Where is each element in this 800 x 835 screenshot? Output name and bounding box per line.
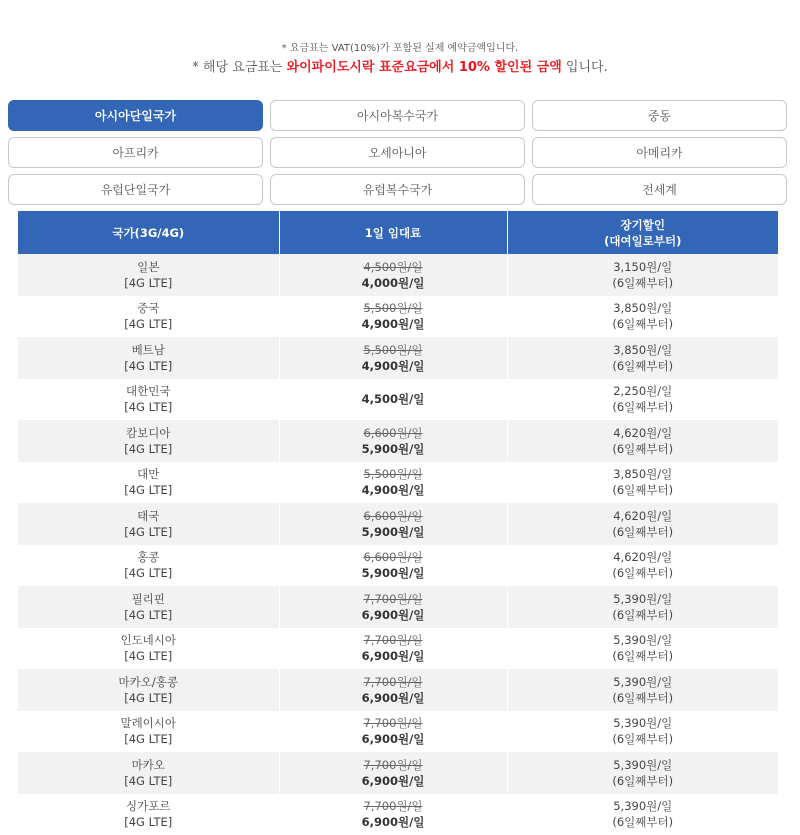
long-term-price: 5,390원/일	[613, 799, 673, 814]
table-row	[18, 545, 778, 587]
network-type: [4G LTE]	[124, 815, 173, 830]
region-tab[interactable]: 아시아단일국가	[8, 100, 263, 131]
original-price: 5,500원/일	[363, 342, 423, 357]
region-tab[interactable]: 아프리카	[8, 137, 263, 168]
table-body	[18, 254, 778, 835]
sale-price: 6,900원/일	[361, 732, 425, 747]
discount-notice-highlight: 와이파이도시락 표준요금에서 10% 할인된 금액	[286, 60, 562, 75]
long-term-condition: (6일째부터)	[612, 483, 674, 498]
long-term-cell	[507, 337, 778, 379]
region-tab[interactable]: 전세계	[532, 174, 787, 205]
network-type: [4G LTE]	[124, 690, 173, 705]
original-price: 4,500원/일	[363, 259, 423, 274]
country-cell	[18, 379, 279, 421]
country-name: 캄보디아	[126, 425, 171, 440]
country-name: 필리핀	[131, 591, 165, 606]
long-term-cell	[507, 752, 778, 794]
country-cell	[18, 420, 279, 462]
long-term-cell	[507, 794, 778, 835]
daily-rate-cell	[279, 379, 507, 421]
country-name: 중국	[137, 301, 160, 316]
long-term-price: 3,850원/일	[613, 467, 673, 482]
long-term-cell	[507, 379, 778, 421]
table-row	[18, 296, 778, 338]
network-type: [4G LTE]	[124, 566, 173, 581]
long-term-cell	[507, 586, 778, 628]
table-row	[18, 586, 778, 628]
country-name: 대한민국	[126, 384, 171, 399]
original-price: 6,600원/일	[363, 550, 423, 565]
original-price: 7,700원/일	[363, 716, 423, 731]
long-term-condition: (6일째부터)	[612, 773, 674, 788]
long-term-condition: (6일째부터)	[612, 815, 674, 830]
table-row	[18, 628, 778, 670]
network-type: [4G LTE]	[124, 317, 173, 332]
sale-price: 4,000원/일	[361, 275, 425, 290]
header-country: 국가(3G/4G)	[18, 211, 279, 254]
long-term-price: 3,150원/일	[613, 259, 673, 274]
country-name: 태국	[137, 508, 160, 523]
country-cell	[18, 752, 279, 794]
original-price: 7,700원/일	[363, 799, 423, 814]
country-cell	[18, 586, 279, 628]
long-term-condition: (6일째부터)	[612, 358, 674, 373]
daily-rate-cell	[279, 669, 507, 711]
long-term-cell	[507, 628, 778, 670]
original-price: 6,600원/일	[363, 425, 423, 440]
region-tabs	[8, 100, 788, 211]
original-price: 6,600원/일	[363, 508, 423, 523]
long-term-price: 2,250원/일	[613, 384, 673, 399]
original-price: 7,700원/일	[363, 674, 423, 689]
long-term-condition: (6일째부터)	[612, 566, 674, 581]
daily-rate-cell	[279, 462, 507, 504]
table-row	[18, 337, 778, 379]
long-term-price: 5,390원/일	[613, 716, 673, 731]
country-name: 싱가포르	[126, 799, 171, 814]
network-type: [4G LTE]	[124, 773, 173, 788]
long-term-cell	[507, 545, 778, 587]
long-term-price: 5,390원/일	[613, 591, 673, 606]
country-name: 대만	[137, 467, 160, 482]
long-term-price: 3,850원/일	[613, 301, 673, 316]
original-price: 7,700원/일	[363, 591, 423, 606]
sale-price: 5,900원/일	[361, 524, 425, 539]
long-term-price: 4,620원/일	[613, 550, 673, 565]
network-type: [4G LTE]	[124, 649, 173, 664]
country-cell	[18, 628, 279, 670]
sale-price: 6,900원/일	[361, 690, 425, 705]
network-type: [4G LTE]	[124, 524, 173, 539]
price-table	[18, 211, 778, 835]
sale-price: 6,900원/일	[361, 649, 425, 664]
long-term-condition: (6일째부터)	[612, 732, 674, 747]
long-term-price: 5,390원/일	[613, 674, 673, 689]
network-type: [4G LTE]	[124, 483, 173, 498]
daily-rate-cell	[279, 503, 507, 545]
long-term-condition: (6일째부터)	[612, 649, 674, 664]
region-tab[interactable]: 오세아니아	[270, 137, 525, 168]
region-tab[interactable]: 아시아복수국가	[270, 100, 525, 131]
header-long-term-line: 장기할인	[620, 217, 665, 232]
daily-rate-cell	[279, 545, 507, 587]
table-row	[18, 794, 778, 835]
daily-rate-cell	[279, 711, 507, 753]
sale-price: 4,900원/일	[361, 483, 425, 498]
country-cell	[18, 669, 279, 711]
table-row	[18, 254, 778, 296]
discount-notice-prefix: * 해당 요금표는	[192, 60, 287, 75]
region-tab[interactable]: 아메리카	[532, 137, 787, 168]
sale-price: 4,900원/일	[361, 317, 425, 332]
header-long-term-discount	[507, 211, 778, 254]
long-term-condition: (6일째부터)	[612, 607, 674, 622]
long-term-condition: (6일째부터)	[612, 441, 674, 456]
table-row	[18, 462, 778, 504]
long-term-price: 5,390원/일	[613, 757, 673, 772]
country-cell	[18, 503, 279, 545]
daily-rate-cell	[279, 586, 507, 628]
daily-rate-cell	[279, 752, 507, 794]
region-tab[interactable]: 유럽복수국가	[270, 174, 525, 205]
long-term-price: 4,620원/일	[613, 508, 673, 523]
country-name: 홍콩	[137, 550, 160, 565]
country-cell	[18, 254, 279, 296]
daily-rate-cell	[279, 628, 507, 670]
sale-price: 4,500원/일	[361, 392, 425, 407]
sale-price: 6,900원/일	[361, 607, 425, 622]
country-cell	[18, 545, 279, 587]
region-tab[interactable]: 중동	[532, 100, 787, 131]
long-term-price: 5,390원/일	[613, 633, 673, 648]
original-price: 7,700원/일	[363, 757, 423, 772]
network-type: [4G LTE]	[124, 400, 173, 415]
country-cell	[18, 794, 279, 835]
long-term-condition: (6일째부터)	[612, 275, 674, 290]
tab-row	[8, 137, 788, 168]
discount-notice	[0, 56, 800, 75]
long-term-cell	[507, 296, 778, 338]
header-daily-rate: 1일 임대료	[279, 211, 507, 254]
long-term-cell	[507, 420, 778, 462]
network-type: [4G LTE]	[124, 275, 173, 290]
vat-notice: * 요금표는 VAT(10%)가 포함된 실제 예약금액입니다.	[281, 43, 519, 54]
network-type: [4G LTE]	[124, 607, 173, 622]
long-term-price: 4,620원/일	[613, 425, 673, 440]
sale-price: 4,900원/일	[361, 358, 425, 373]
network-type: [4G LTE]	[124, 358, 173, 373]
country-name: 말레이시아	[120, 716, 177, 731]
sale-price: 5,900원/일	[361, 566, 425, 581]
network-type: [4G LTE]	[124, 732, 173, 747]
long-term-condition: (6일째부터)	[612, 317, 674, 332]
original-price: 5,500원/일	[363, 467, 423, 482]
discount-notice-suffix: 입니다.	[561, 60, 608, 75]
table-row	[18, 669, 778, 711]
table-row	[18, 420, 778, 462]
long-term-cell	[507, 711, 778, 753]
original-price: 7,700원/일	[363, 633, 423, 648]
table-header-row	[18, 211, 778, 254]
long-term-condition: (6일째부터)	[612, 400, 674, 415]
table-row	[18, 711, 778, 753]
country-name: 인도네시아	[120, 633, 177, 648]
daily-rate-cell	[279, 296, 507, 338]
country-name: 베트남	[131, 342, 165, 357]
long-term-cell	[507, 503, 778, 545]
daily-rate-cell	[279, 420, 507, 462]
country-name: 마카오	[131, 757, 165, 772]
country-name: 마카오/홍콩	[118, 674, 178, 689]
daily-rate-cell	[279, 254, 507, 296]
country-cell	[18, 296, 279, 338]
daily-rate-cell	[279, 794, 507, 835]
long-term-price: 3,850원/일	[613, 342, 673, 357]
table-row	[18, 379, 778, 421]
table-row	[18, 503, 778, 545]
tab-row	[8, 100, 788, 131]
network-type: [4G LTE]	[124, 441, 173, 456]
long-term-cell	[507, 254, 778, 296]
long-term-condition: (6일째부터)	[612, 690, 674, 705]
country-cell	[18, 462, 279, 504]
sale-price: 6,900원/일	[361, 773, 425, 788]
long-term-condition: (6일째부터)	[612, 524, 674, 539]
long-term-cell	[507, 669, 778, 711]
original-price: 5,500원/일	[363, 301, 423, 316]
table-row	[18, 752, 778, 794]
long-term-cell	[507, 462, 778, 504]
country-cell	[18, 337, 279, 379]
tab-row	[8, 174, 788, 205]
region-tab[interactable]: 유럽단일국가	[8, 174, 263, 205]
sale-price: 6,900원/일	[361, 815, 425, 830]
country-name: 일본	[137, 259, 160, 274]
header-long-term-line: (대여일로부터)	[604, 233, 682, 248]
sale-price: 5,900원/일	[361, 441, 425, 456]
daily-rate-cell	[279, 337, 507, 379]
country-cell	[18, 711, 279, 753]
